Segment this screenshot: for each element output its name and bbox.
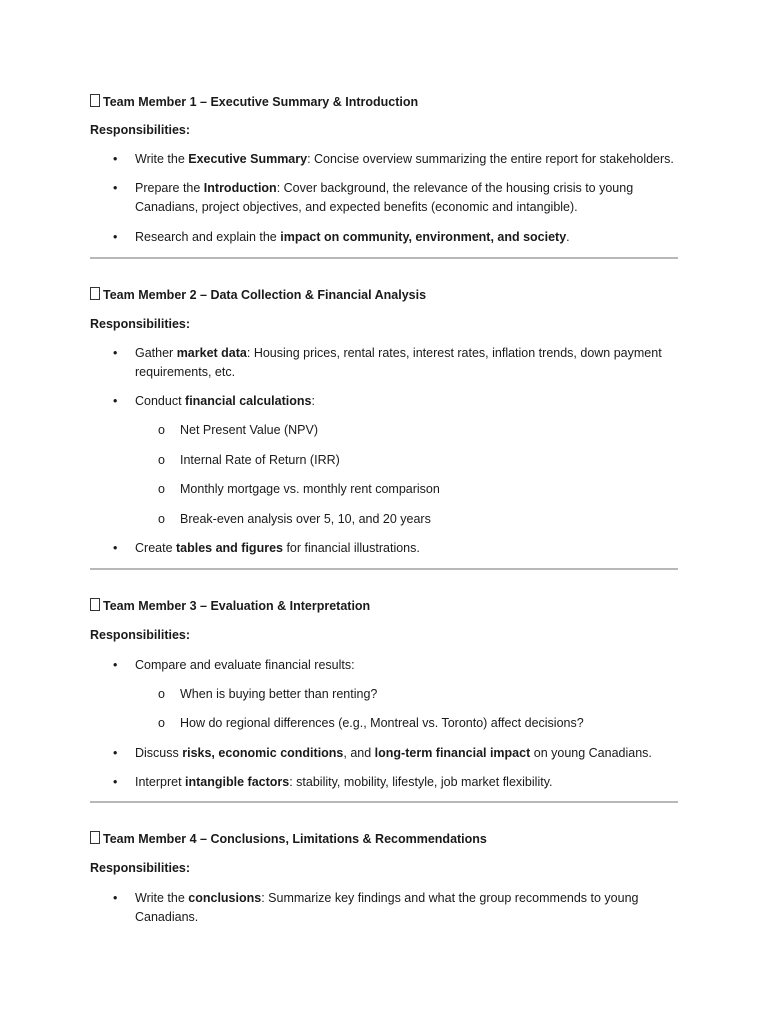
- sub-list-item: o Net Present Value (NPV): [180, 421, 670, 440]
- list-item: • Conduct financial calculations:: [135, 392, 680, 411]
- section-heading: Team Member 4 – Conclusions, Limitations & Recommendations: [90, 831, 487, 846]
- bullet: •: [113, 230, 118, 244]
- sub-list-item: o Internal Rate of Return (IRR): [180, 451, 670, 470]
- sub-bullet: o: [158, 482, 165, 496]
- responsibilities-label: Responsibilities:: [90, 317, 191, 331]
- bullet: •: [113, 746, 118, 760]
- bullet: •: [113, 775, 118, 789]
- bullet: •: [113, 891, 118, 905]
- list-item: • Discuss risks, economic conditions, and long-term financial impact on young Canadians.: [135, 744, 680, 763]
- horizontal-divider: [90, 257, 678, 259]
- horizontal-divider: [90, 801, 678, 803]
- list-item: • Compare and evaluate financial results:: [135, 656, 680, 675]
- responsibilities-label: Responsibilities:: [90, 628, 191, 642]
- sub-list-item: o Monthly mortgage vs. monthly rent comparison: [180, 480, 670, 499]
- bullet: •: [113, 658, 118, 672]
- section-heading: Team Member 2 – Data Collection & Financial Analysis: [90, 287, 426, 302]
- list-item: • Write the conclusions: Summarize key findings and what the group recommends to young Canadians.: [113, 891, 639, 924]
- missing-glyph-icon: [90, 598, 100, 611]
- section-heading: Team Member 1 – Executive Summary & Introduction: [90, 94, 418, 109]
- sub-bullet: o: [158, 512, 165, 526]
- bullet: •: [113, 181, 118, 195]
- list-item: • Create tables and figures for financial illustrations.: [135, 539, 680, 558]
- missing-glyph-icon: [90, 831, 100, 844]
- list-item: • Write the Executive Summary: Concise overview summarizing the entire report for stakeholders.: [135, 150, 680, 169]
- bullet: •: [113, 541, 118, 555]
- sub-list-item: o When is buying better than renting?: [180, 685, 670, 704]
- bullet: •: [113, 394, 118, 408]
- missing-glyph-icon: [90, 287, 100, 300]
- responsibilities-label: Responsibilities:: [90, 861, 191, 875]
- sub-bullet: o: [158, 453, 165, 467]
- responsibilities-label: Responsibilities:: [90, 123, 191, 137]
- list-item: • Research and explain the impact on community, environment, and society.: [135, 228, 680, 247]
- missing-glyph-icon: [90, 94, 100, 107]
- bullet: •: [113, 152, 118, 166]
- sub-bullet: o: [158, 716, 165, 730]
- sub-list-item: o Break-even analysis over 5, 10, and 20 years: [180, 510, 670, 529]
- list-item: • Prepare the Introduction: Cover background, the relevance of the housing crisis to young Canadians, project objectives, and expected benefits (economic and intangible).: [113, 181, 634, 214]
- list-item: • Gather market data: Housing prices, rental rates, interest rates, inflation trends, down payment requirements, etc.: [113, 346, 662, 379]
- section-heading: Team Member 3 – Evaluation & Interpretation: [90, 598, 370, 613]
- horizontal-divider: [90, 568, 678, 570]
- list-item: • Interpret intangible factors: stability, mobility, lifestyle, job market flexibility.: [135, 773, 680, 792]
- sub-bullet: o: [158, 687, 165, 701]
- sub-bullet: o: [158, 423, 165, 437]
- sub-list-item: o How do regional differences (e.g., Montreal vs. Toronto) affect decisions?: [180, 714, 670, 733]
- bullet: •: [113, 346, 118, 360]
